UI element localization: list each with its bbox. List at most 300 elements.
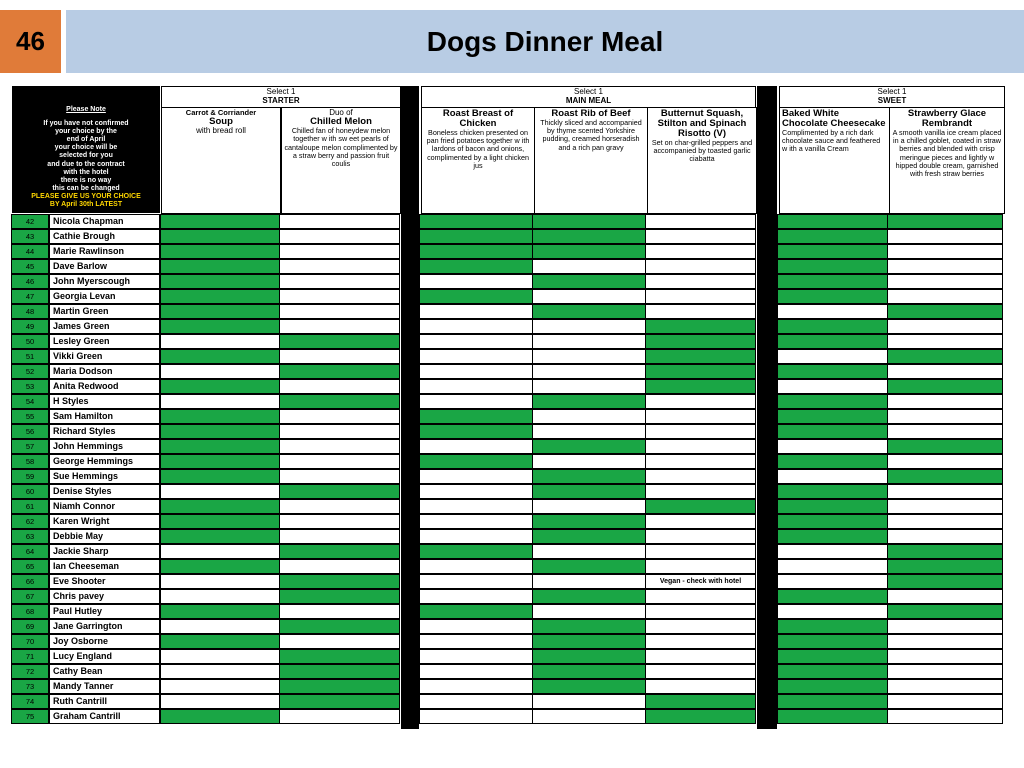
row-number: 52 (11, 364, 49, 379)
table-row (11, 214, 1003, 229)
main-choice-cell[interactable] (645, 619, 756, 634)
table-row (11, 319, 1003, 334)
sweet-choice-cell[interactable] (777, 304, 888, 319)
table-row (11, 349, 1003, 364)
main-choice-cell[interactable] (532, 664, 646, 679)
sweet-choice-cell[interactable] (777, 439, 888, 454)
main-choice-cell[interactable] (419, 649, 533, 664)
starter-choice-cell[interactable] (160, 589, 280, 604)
sweet-choice-cell[interactable] (777, 559, 888, 574)
main-choice-cell[interactable] (532, 634, 646, 649)
starter-choice-cell[interactable] (160, 439, 280, 454)
table-row (11, 259, 1003, 274)
sweet-choice-cell[interactable] (777, 334, 888, 349)
note-line: If you have not confirmed (43, 120, 129, 128)
sweet-choice-cell[interactable] (887, 544, 1003, 559)
starter-choice-cell[interactable] (160, 649, 280, 664)
sweet-choice-cell[interactable] (887, 709, 1003, 724)
starter-choice-cell[interactable] (279, 604, 400, 619)
main-header (421, 86, 756, 108)
table-row (11, 289, 1003, 304)
guest-name: Maria Dodson (49, 364, 160, 379)
main-choice-cell[interactable] (419, 589, 533, 604)
starter-choice-cell[interactable] (160, 529, 280, 544)
guest-name: Karen Wright (49, 514, 160, 529)
main-choice-cell[interactable] (419, 454, 533, 469)
starter-choice-cell[interactable] (160, 574, 280, 589)
starter-header (161, 86, 401, 108)
main-choice-cell[interactable] (532, 349, 646, 364)
main-choice-cell[interactable] (645, 649, 756, 664)
main-choice-cell[interactable] (645, 634, 756, 649)
table-row (11, 664, 1003, 679)
sweet-choice-cell[interactable] (777, 574, 888, 589)
main-choice-cell[interactable] (419, 394, 533, 409)
starter-choice-cell[interactable] (279, 619, 400, 634)
main-choice-cell[interactable] (532, 289, 646, 304)
table-row (11, 469, 1003, 484)
sweet-choice-cell[interactable] (887, 259, 1003, 274)
option-melon (281, 107, 401, 214)
main-choice-cell[interactable] (419, 424, 533, 439)
main-choice-cell[interactable] (532, 259, 646, 274)
main-choice-cell[interactable] (419, 364, 533, 379)
starter-choice-cell[interactable] (279, 454, 400, 469)
starter-choice-cell[interactable] (279, 574, 400, 589)
main-choice-cell[interactable] (645, 679, 756, 694)
guest-name: Nicola Chapman (49, 214, 160, 229)
sweet-choice-cell[interactable] (887, 619, 1003, 634)
main-choice-cell[interactable] (645, 544, 756, 559)
starter-choice-cell[interactable] (279, 229, 400, 244)
option-name: Chilled Melon (310, 116, 372, 128)
main-choice-cell[interactable] (419, 244, 533, 259)
starter-choice-cell[interactable] (160, 514, 280, 529)
main-choice-cell[interactable] (532, 544, 646, 559)
main-choice-cell[interactable] (419, 679, 533, 694)
sweet-choice-cell[interactable] (777, 394, 888, 409)
starter-choice-cell[interactable] (160, 229, 280, 244)
main-choice-cell[interactable] (532, 274, 646, 289)
starter-choice-cell[interactable] (279, 679, 400, 694)
main-choice-cell[interactable] (645, 589, 756, 604)
main-choice-cell[interactable] (419, 619, 533, 634)
sweet-choice-cell[interactable] (777, 274, 888, 289)
starter-choice-cell[interactable] (160, 559, 280, 574)
row-number: 42 (11, 214, 49, 229)
starter-choice-cell[interactable] (160, 634, 280, 649)
sweet-choice-cell[interactable] (777, 244, 888, 259)
main-choice-cell[interactable] (419, 229, 533, 244)
row-number: 75 (11, 709, 49, 724)
sweet-choice-cell[interactable] (777, 514, 888, 529)
main-choice-cell[interactable] (419, 304, 533, 319)
guest-name: H Styles (49, 394, 160, 409)
sweet-choice-cell[interactable] (887, 289, 1003, 304)
option-name: Soup (209, 116, 233, 128)
main-choice-cell[interactable] (645, 694, 756, 709)
sweet-choice-cell[interactable] (777, 424, 888, 439)
table-row (11, 409, 1003, 424)
main-choice-cell[interactable] (645, 334, 756, 349)
note-line: with the hotel (63, 168, 109, 176)
guest-name: Georgia Levan (49, 289, 160, 304)
main-choice-cell[interactable] (419, 259, 533, 274)
note-highlight: PLEASE GIVE US YOUR CHOICE (31, 192, 141, 200)
starter-choice-cell[interactable] (279, 499, 400, 514)
starter-choice-cell[interactable] (160, 304, 280, 319)
starter-choice-cell[interactable] (160, 244, 280, 259)
row-number: 64 (11, 544, 49, 559)
sweet-choice-cell[interactable] (887, 379, 1003, 394)
starter-choice-cell[interactable] (279, 289, 400, 304)
starter-choice-cell[interactable] (160, 604, 280, 619)
sweet-choice-cell[interactable] (777, 409, 888, 424)
row-number: 69 (11, 619, 49, 634)
starter-choice-cell[interactable] (279, 634, 400, 649)
starter-choice-cell[interactable] (279, 274, 400, 289)
sweet-choice-cell[interactable] (887, 664, 1003, 679)
table-row (11, 574, 1003, 589)
starter-choice-cell[interactable] (279, 664, 400, 679)
main-choice-cell[interactable] (645, 394, 756, 409)
starter-choice-cell[interactable] (160, 484, 280, 499)
main-choice-cell[interactable] (419, 544, 533, 559)
sweet-choice-cell[interactable] (777, 529, 888, 544)
starter-choice-cell[interactable] (279, 424, 400, 439)
starter-choice-cell[interactable] (279, 364, 400, 379)
starter-choice-cell[interactable] (279, 304, 400, 319)
sweet-choice-cell[interactable] (887, 334, 1003, 349)
table-row (11, 244, 1003, 259)
starter-choice-cell[interactable] (160, 409, 280, 424)
main-choice-cell[interactable] (645, 484, 756, 499)
guest-name: Cathie Brough (49, 229, 160, 244)
starter-choice-cell[interactable] (160, 349, 280, 364)
guest-name: Jackie Sharp (49, 544, 160, 559)
main-choice-cell[interactable]: Vegan - check with hotel (645, 574, 756, 589)
sweet-choice-cell[interactable] (777, 604, 888, 619)
main-choice-cell[interactable] (532, 424, 646, 439)
table-row (11, 229, 1003, 244)
starter-choice-cell[interactable] (160, 214, 280, 229)
sweet-choice-cell[interactable] (887, 649, 1003, 664)
main-choice-cell[interactable] (419, 469, 533, 484)
option-prefix: Duo of (329, 108, 353, 117)
main-choice-cell[interactable] (532, 484, 646, 499)
sweet-choice-cell[interactable] (887, 244, 1003, 259)
sweet-choice-cell[interactable] (777, 214, 888, 229)
main-choice-cell[interactable] (645, 439, 756, 454)
sweet-choice-cell[interactable] (887, 604, 1003, 619)
starter-choice-cell[interactable] (160, 289, 280, 304)
main-choice-cell[interactable] (419, 499, 533, 514)
starter-choice-cell[interactable] (279, 559, 400, 574)
main-choice-cell[interactable] (419, 409, 533, 424)
starter-choice-cell[interactable] (160, 259, 280, 274)
slide-number-text: 46 (16, 26, 45, 56)
row-number: 44 (11, 244, 49, 259)
starter-choice-cell[interactable] (160, 424, 280, 439)
sweet-choice-cell[interactable] (887, 574, 1003, 589)
row-number: 51 (11, 349, 49, 364)
sweet-choice-cell[interactable] (887, 634, 1003, 649)
starter-choice-cell[interactable] (279, 379, 400, 394)
starter-choice-cell[interactable] (279, 649, 400, 664)
main-choice-cell[interactable] (645, 304, 756, 319)
main-choice-cell[interactable] (532, 679, 646, 694)
sweet-choice-cell[interactable] (887, 484, 1003, 499)
row-number: 53 (11, 379, 49, 394)
guest-name: John Myerscough (49, 274, 160, 289)
main-choice-cell[interactable] (419, 634, 533, 649)
main-choice-cell[interactable] (419, 484, 533, 499)
main-choice-cell[interactable] (645, 379, 756, 394)
table-row (11, 544, 1003, 559)
main-choice-cell[interactable] (645, 424, 756, 439)
main-choice-cell[interactable] (532, 709, 646, 724)
sweet-choice-cell[interactable] (887, 349, 1003, 364)
sweet-choice-cell[interactable] (777, 364, 888, 379)
main-choice-cell[interactable] (645, 529, 756, 544)
main-choice-cell[interactable] (532, 394, 646, 409)
main-choice-cell[interactable] (419, 529, 533, 544)
guest-name: Sue Hemmings (49, 469, 160, 484)
guest-name: Ruth Cantrill (49, 694, 160, 709)
starter-choice-cell[interactable] (160, 544, 280, 559)
starter-choice-cell[interactable] (279, 214, 400, 229)
row-number: 55 (11, 409, 49, 424)
main-choice-cell[interactable] (645, 244, 756, 259)
table-row (11, 484, 1003, 499)
main-choice-cell[interactable] (532, 589, 646, 604)
main-choice-cell[interactable] (419, 574, 533, 589)
main-choice-cell[interactable] (645, 289, 756, 304)
sweet-choice-cell[interactable] (887, 469, 1003, 484)
main-choice-cell[interactable] (532, 439, 646, 454)
starter-choice-cell[interactable] (279, 544, 400, 559)
note-box (12, 86, 160, 213)
main-choice-cell[interactable] (645, 409, 756, 424)
starter-choice-cell[interactable] (279, 589, 400, 604)
note-line: your choice will be (54, 144, 118, 152)
starter-choice-cell[interactable] (160, 664, 280, 679)
main-choice-cell[interactable] (532, 529, 646, 544)
main-choice-cell[interactable] (532, 244, 646, 259)
sweet-choice-cell[interactable] (777, 379, 888, 394)
starter-choice-cell[interactable] (279, 484, 400, 499)
sweet-choice-cell[interactable] (887, 364, 1003, 379)
starter-choice-cell[interactable] (279, 394, 400, 409)
sweet-choice-cell[interactable] (777, 229, 888, 244)
sweet-choice-cell[interactable] (887, 229, 1003, 244)
main-choice-cell[interactable] (532, 229, 646, 244)
sweet-choice-cell[interactable] (887, 499, 1003, 514)
starter-choice-cell[interactable] (279, 469, 400, 484)
main-choice-cell[interactable] (419, 559, 533, 574)
sweet-choice-cell[interactable] (777, 319, 888, 334)
main-choice-cell[interactable] (532, 514, 646, 529)
sweet-choice-cell[interactable] (777, 709, 888, 724)
main-choice-cell[interactable] (419, 349, 533, 364)
starter-choice-cell[interactable] (279, 709, 400, 724)
main-choice-cell[interactable] (532, 604, 646, 619)
row-number: 70 (11, 634, 49, 649)
main-choice-cell[interactable] (419, 604, 533, 619)
main-choice-cell[interactable] (645, 469, 756, 484)
guest-name: Sam Hamilton (49, 409, 160, 424)
main-choice-cell[interactable] (532, 334, 646, 349)
main-choice-cell[interactable] (532, 304, 646, 319)
starter-choice-cell[interactable] (160, 499, 280, 514)
starter-choice-cell[interactable] (160, 319, 280, 334)
starter-choice-cell[interactable] (279, 244, 400, 259)
sweet-choice-cell[interactable] (887, 559, 1003, 574)
group-title: SWEET (877, 96, 907, 105)
group-title: STARTER (262, 96, 300, 105)
sweet-choice-cell[interactable] (777, 349, 888, 364)
starter-choice-cell[interactable] (279, 694, 400, 709)
main-choice-cell[interactable] (532, 379, 646, 394)
table-row (11, 379, 1003, 394)
main-choice-cell[interactable] (645, 709, 756, 724)
table-row (11, 424, 1003, 439)
row-number: 74 (11, 694, 49, 709)
sweet-choice-cell[interactable] (887, 514, 1003, 529)
main-choice-cell[interactable] (419, 694, 533, 709)
sweet-choice-cell[interactable] (777, 454, 888, 469)
sweet-choice-cell[interactable] (887, 304, 1003, 319)
main-choice-cell[interactable] (419, 289, 533, 304)
sweet-choice-cell[interactable] (887, 319, 1003, 334)
starter-choice-cell[interactable] (279, 319, 400, 334)
main-choice-cell[interactable] (419, 439, 533, 454)
main-choice-cell[interactable] (419, 274, 533, 289)
option-name: Roast Rib of Beef (551, 108, 631, 119)
main-choice-cell[interactable] (645, 214, 756, 229)
main-choice-cell[interactable] (419, 379, 533, 394)
row-number: 46 (11, 274, 49, 289)
sweet-choice-cell[interactable] (887, 439, 1003, 454)
option-soup (161, 107, 281, 214)
sweet-choice-cell[interactable] (777, 259, 888, 274)
sweet-choice-cell[interactable] (777, 589, 888, 604)
starter-choice-cell[interactable] (160, 619, 280, 634)
main-choice-cell[interactable] (532, 454, 646, 469)
starter-choice-cell[interactable] (279, 409, 400, 424)
sweet-choice-cell[interactable] (777, 289, 888, 304)
main-choice-cell[interactable] (419, 214, 533, 229)
main-choice-cell[interactable] (532, 319, 646, 334)
starter-choice-cell[interactable] (160, 379, 280, 394)
main-choice-cell[interactable] (645, 319, 756, 334)
guest-name: Graham Cantrill (49, 709, 160, 724)
sweet-choice-cell[interactable] (887, 529, 1003, 544)
main-choice-cell[interactable] (532, 559, 646, 574)
main-choice-cell[interactable] (532, 649, 646, 664)
main-choice-cell[interactable] (419, 319, 533, 334)
sweet-choice-cell[interactable] (777, 649, 888, 664)
starter-choice-cell[interactable] (160, 334, 280, 349)
main-choice-cell[interactable] (645, 604, 756, 619)
sweet-choice-cell[interactable] (887, 694, 1003, 709)
option-desc: Thickly sliced and accompanied by thyme scented Yorkshire pudding, creamed horseradish and a rich pan gravy (540, 118, 642, 152)
main-choice-cell[interactable] (532, 364, 646, 379)
main-choice-cell[interactable] (419, 709, 533, 724)
starter-choice-cell[interactable] (279, 349, 400, 364)
sweet-choice-cell[interactable] (887, 409, 1003, 424)
sweet-choice-cell[interactable] (887, 424, 1003, 439)
sweet-choice-cell[interactable] (777, 679, 888, 694)
sweet-choice-cell[interactable] (887, 454, 1003, 469)
starter-choice-cell[interactable] (160, 679, 280, 694)
sweet-choice-cell[interactable] (887, 589, 1003, 604)
starter-choice-cell[interactable] (279, 529, 400, 544)
starter-choice-cell[interactable] (160, 454, 280, 469)
starter-choice-cell[interactable] (160, 394, 280, 409)
main-choice-cell[interactable] (645, 229, 756, 244)
starter-choice-cell[interactable] (279, 439, 400, 454)
starter-choice-cell[interactable] (160, 274, 280, 289)
sweet-choice-cell[interactable] (777, 544, 888, 559)
starter-choice-cell[interactable] (160, 694, 280, 709)
sweet-choice-cell[interactable] (887, 394, 1003, 409)
sweet-choice-cell[interactable] (777, 664, 888, 679)
sweet-choice-cell[interactable] (777, 484, 888, 499)
main-choice-cell[interactable] (645, 454, 756, 469)
starter-choice-cell[interactable] (160, 469, 280, 484)
main-choice-cell[interactable] (645, 559, 756, 574)
main-choice-cell[interactable] (645, 349, 756, 364)
sweet-choice-cell[interactable] (777, 469, 888, 484)
main-choice-cell[interactable] (532, 409, 646, 424)
main-choice-cell[interactable] (645, 499, 756, 514)
main-choice-cell[interactable] (532, 469, 646, 484)
starter-choice-cell[interactable] (160, 364, 280, 379)
starter-choice-cell[interactable] (279, 259, 400, 274)
main-choice-cell[interactable] (419, 664, 533, 679)
main-choice-cell[interactable] (419, 334, 533, 349)
starter-choice-cell[interactable] (160, 709, 280, 724)
main-choice-cell[interactable] (419, 514, 533, 529)
sweet-choice-cell[interactable] (777, 619, 888, 634)
main-choice-cell[interactable] (645, 514, 756, 529)
main-choice-cell[interactable] (532, 694, 646, 709)
main-choice-cell[interactable] (532, 214, 646, 229)
guest-name: Dave Barlow (49, 259, 160, 274)
main-choice-cell[interactable] (645, 259, 756, 274)
option-name: Strawberry Glace Rembrandt (907, 108, 987, 129)
sweet-choice-cell[interactable] (887, 214, 1003, 229)
row-number: 63 (11, 529, 49, 544)
starter-choice-cell[interactable] (279, 334, 400, 349)
main-choice-cell[interactable] (645, 364, 756, 379)
sweet-choice-cell[interactable] (887, 679, 1003, 694)
main-choice-cell[interactable] (532, 574, 646, 589)
main-choice-cell[interactable] (645, 274, 756, 289)
sweet-choice-cell[interactable] (777, 499, 888, 514)
main-choice-cell[interactable] (645, 664, 756, 679)
main-choice-cell[interactable] (532, 619, 646, 634)
main-choice-cell[interactable] (532, 499, 646, 514)
guest-name: Martin Green (49, 304, 160, 319)
table-row (11, 649, 1003, 664)
sweet-choice-cell[interactable] (777, 694, 888, 709)
starter-choice-cell[interactable] (279, 514, 400, 529)
sweet-choice-cell[interactable] (887, 274, 1003, 289)
row-number: 58 (11, 454, 49, 469)
sweet-choice-cell[interactable] (777, 634, 888, 649)
